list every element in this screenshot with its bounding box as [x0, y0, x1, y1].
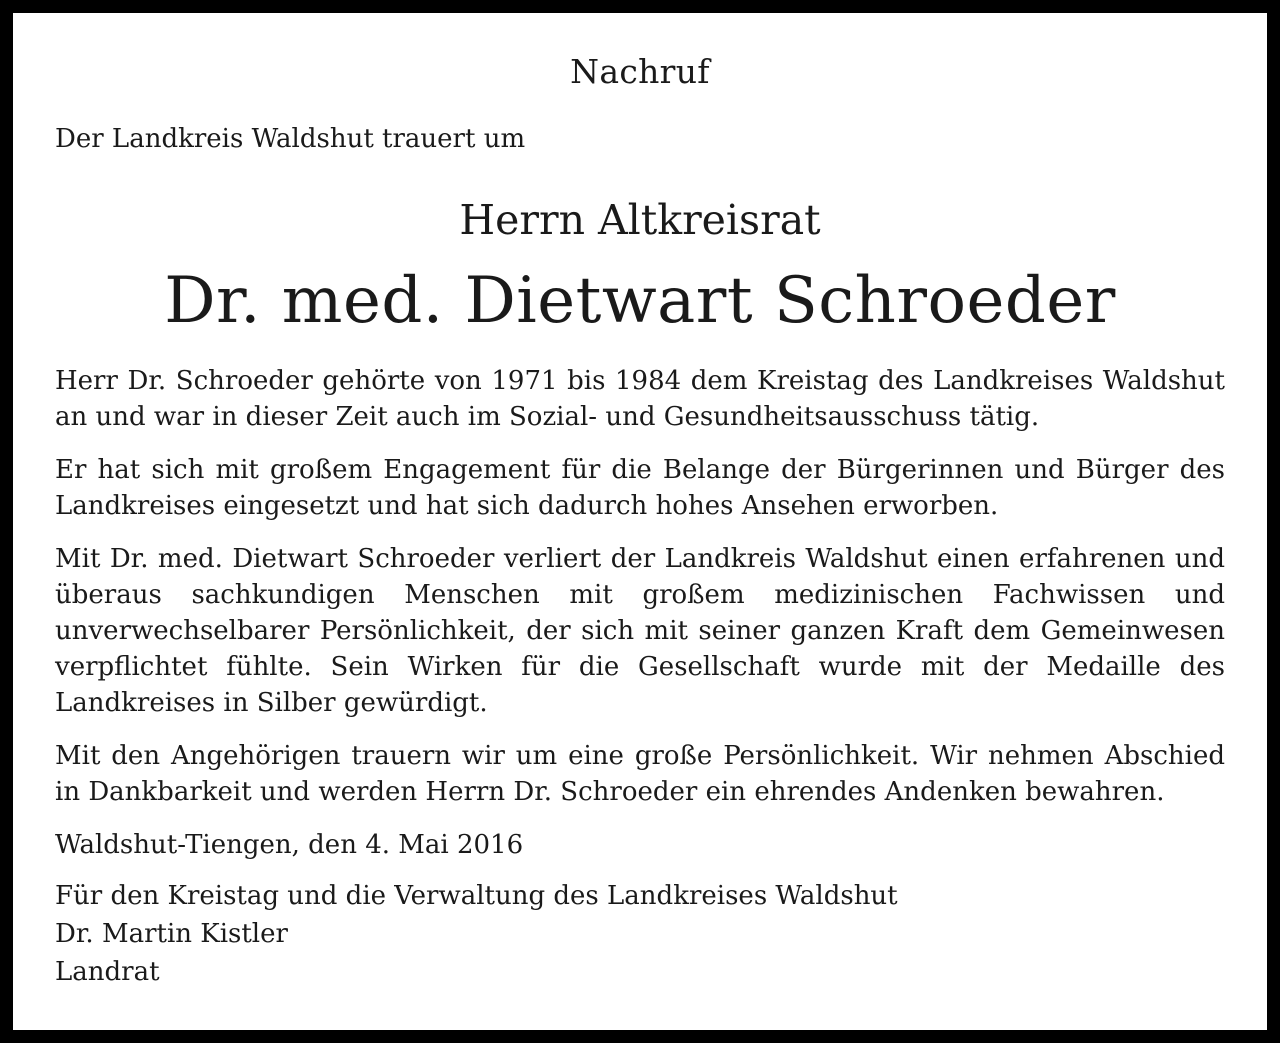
honorific-title: Herrn Altkreisrat	[459, 196, 821, 244]
notice-body	[55, 363, 1225, 991]
obituary-notice	[13, 13, 1267, 1030]
signature-name: Dr. Martin Kistler	[55, 919, 288, 949]
signature-block	[55, 877, 1225, 991]
signature-organization: Für den Kreistag und die Verwaltung des Landkreises Waldshut	[55, 881, 898, 911]
paragraph-tribute: Mit Dr. med. Dietwart Schroeder verliert der Landkreis Waldshut einen erfahrenen und überaus sachkundigen Menschen mit großem medizinischen Fachwissen und unverwechselbarer Persönlichkeit, der sich mit seiner ganzen Kraft dem Gemeinwesen verpflichtet fühlte. Sein Wirken für die Gesellschaft wurde mit der Medaille des Landkreises in Silber gewürdigt.	[55, 544, 1225, 718]
notice-heading: Nachruf	[570, 52, 710, 91]
paragraph-membership: Herr Dr. Schroeder gehörte von 1971 bis 1984 dem Kreistag des Landkreises Waldshut an und war in dieser Zeit auch im Sozial- und Gesundheitsausschuss tätig.	[55, 366, 1225, 432]
deceased-name: Dr. med. Dietwart Schroeder	[164, 264, 1116, 338]
signature-title: Landrat	[55, 957, 160, 987]
intro-line: Der Landkreis Waldshut trauert um	[55, 124, 526, 154]
dateline: Waldshut-Tiengen, den 4. Mai 2016	[55, 830, 524, 860]
paragraph-engagement: Er hat sich mit großem Engagement für die Belange der Bürgerinnen und Bürger des Landkreises eingesetzt und hat sich dadurch hohes Ansehen erworben.	[55, 455, 1225, 521]
paragraph-farewell: Mit den Angehörigen trauern wir um eine große Persönlichkeit. Wir nehmen Abschied in Dankbarkeit und werden Herrn Dr. Schroeder ein ehrendes Andenken bewahren.	[55, 741, 1225, 807]
